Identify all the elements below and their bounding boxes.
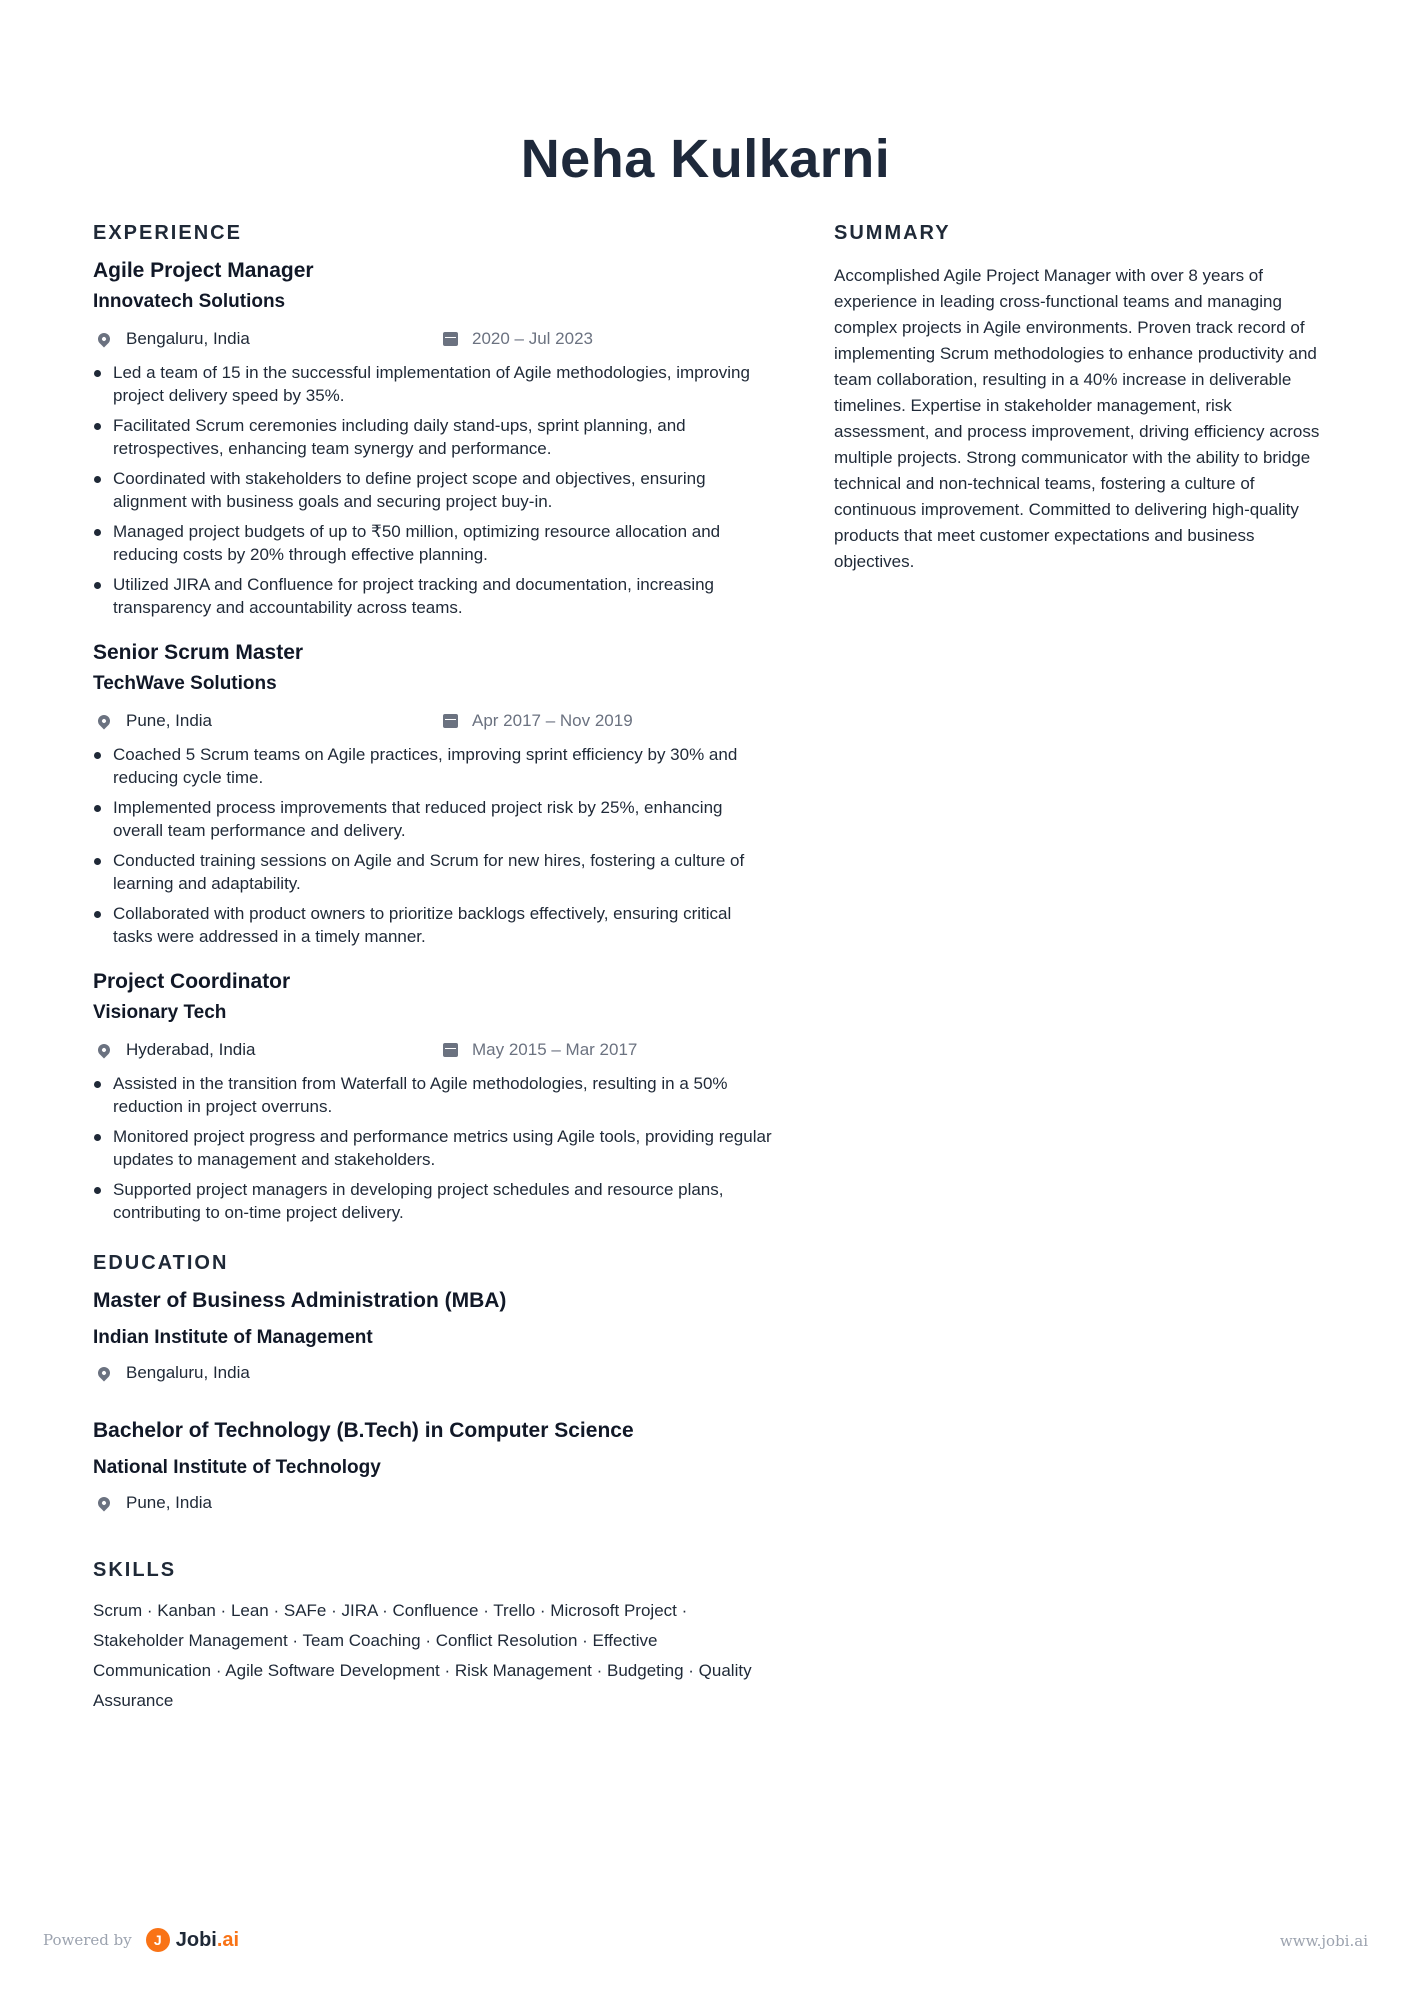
job-bullet: Implemented process improvements that reduced project risk by 25%, enhancing overall team performance and delivery. [93, 796, 773, 842]
education-location-text: Pune, India [126, 1493, 213, 1512]
job-bullet: Collaborated with product owners to prioritize backlogs effectively, ensuring critical tasks were addressed in a timely manner. [93, 902, 773, 948]
job-entry [93, 641, 773, 948]
jobi-logo-icon: J [146, 1928, 170, 1952]
job-bullets [93, 743, 773, 948]
job-location-text: Bengaluru, India [126, 329, 250, 348]
job-location [93, 1040, 443, 1060]
education-degree: Master of Business Administration (MBA) [93, 1289, 507, 1312]
map-pin-icon [96, 1495, 113, 1512]
right-column [834, 222, 1324, 575]
education-school: Indian Institute of Management [93, 1327, 373, 1348]
job-bullet: Supported project managers in developing project schedules and resource plans, contributing to on-time project delivery. [93, 1178, 773, 1224]
job-bullet: Coached 5 Scrum teams on Agile practices, improving sprint efficiency by 30% and reducing cycle time. [93, 743, 773, 789]
job-location-text: Pune, India [126, 711, 213, 730]
job-company: Visionary Tech [93, 1002, 227, 1023]
calendar-icon [443, 714, 458, 728]
map-pin-icon [96, 713, 113, 730]
website-link[interactable]: www.jobi.ai [1279, 1932, 1368, 1950]
education-location-text: Bengaluru, India [126, 1363, 250, 1382]
job-company: Innovatech Solutions [93, 291, 286, 312]
powered-by [43, 1928, 239, 1952]
job-location-text: Hyderabad, India [126, 1040, 256, 1059]
job-title: Agile Project Manager [93, 259, 314, 282]
education-meta [93, 1491, 773, 1515]
job-company: TechWave Solutions [93, 673, 277, 694]
job-entry [93, 259, 773, 619]
logo-main: Jobi [175, 1928, 217, 1951]
education-school: National Institute of Technology [93, 1457, 381, 1478]
job-bullet: Monitored project progress and performance metrics using Agile tools, providing regular updates to management and stakeholders. [93, 1125, 773, 1171]
logo-suffix: .ai [216, 1928, 240, 1951]
job-dates [443, 329, 593, 349]
calendar-icon [443, 332, 458, 346]
map-pin-icon [96, 1042, 113, 1059]
powered-by-label: Powered by [43, 1931, 132, 1949]
job-bullet: Led a team of 15 in the successful implementation of Agile methodologies, improving project delivery speed by 35%. [93, 361, 773, 407]
map-pin-icon [96, 331, 113, 348]
job-bullets [93, 1072, 773, 1224]
job-title: Senior Scrum Master [93, 641, 304, 664]
job-entry [93, 970, 773, 1224]
job-meta [93, 1038, 773, 1062]
summary-heading: SUMMARY [834, 222, 951, 244]
job-dates [443, 1040, 637, 1060]
education-entry [93, 1289, 773, 1385]
experience-heading: EXPERIENCE [93, 222, 242, 244]
skills-heading: SKILLS [93, 1559, 177, 1581]
education-meta [93, 1361, 773, 1385]
left-column [93, 222, 773, 1716]
job-dates-text: 2020 – Jul 2023 [472, 329, 593, 348]
summary-text: Accomplished Agile Project Manager with over 8 years of experience in leading cross-functional teams and managing complex projects in Agile environments. Proven track record of implementing Scrum methodologies to enhance productivity and team collaboration, resulting in a 40% increase in deliverable timelines. Expertise in stakeholder management, risk assessment, and process improvement, driving efficiency across multiple projects. Strong communicator with the ability to bridge technical and non-technical teams, fostering a culture of continuous improvement. Committed to delivering high-quality products that meet customer expectations and business objectives. [834, 266, 1320, 571]
jobi-logo-text[interactable] [176, 1929, 239, 1952]
job-location [93, 711, 443, 731]
job-bullet: Conducted training sessions on Agile and Scrum for new hires, fostering a culture of learning and adaptability. [93, 849, 773, 895]
job-dates-text: May 2015 – Mar 2017 [472, 1040, 638, 1059]
job-bullet: Facilitated Scrum ceremonies including daily stand-ups, sprint planning, and retrospectives, enhancing team synergy and performance. [93, 414, 773, 460]
education-entry [93, 1419, 773, 1515]
education-degree: Bachelor of Technology (B.Tech) in Computer Science [93, 1419, 634, 1442]
job-meta [93, 709, 773, 733]
job-bullet: Utilized JIRA and Confluence for project tracking and documentation, increasing transparency and accountability across teams. [93, 573, 773, 619]
skills-list: Scrum · Kanban · Lean · SAFe · JIRA · Confluence · Trello · Microsoft Project · Stakeholder Management · Team Coaching · Conflict Resolution · Effective Communication · Agile Software Development · Risk Management · Budgeting · Quality Assurance [93, 1601, 752, 1710]
job-location [93, 329, 443, 349]
education-location [93, 1363, 443, 1383]
candidate-name: Neha Kulkarni [520, 129, 891, 189]
job-bullet: Assisted in the transition from Waterfall to Agile methodologies, resulting in a 50% reduction in project overruns. [93, 1072, 773, 1118]
job-bullet: Managed project budgets of up to ₹50 million, optimizing resource allocation and reducing costs by 20% through effective planning. [93, 520, 773, 566]
job-bullets [93, 361, 773, 619]
education-location [93, 1493, 443, 1513]
education-heading: EDUCATION [93, 1252, 229, 1274]
map-pin-icon [96, 1365, 113, 1382]
job-meta [93, 327, 773, 351]
job-title: Project Coordinator [93, 970, 291, 993]
job-dates-text: Apr 2017 – Nov 2019 [472, 711, 633, 730]
calendar-icon [443, 1043, 458, 1057]
job-dates [443, 711, 633, 731]
job-bullet: Coordinated with stakeholders to define project scope and objectives, ensuring alignment with business goals and securing project buy-in. [93, 467, 773, 513]
